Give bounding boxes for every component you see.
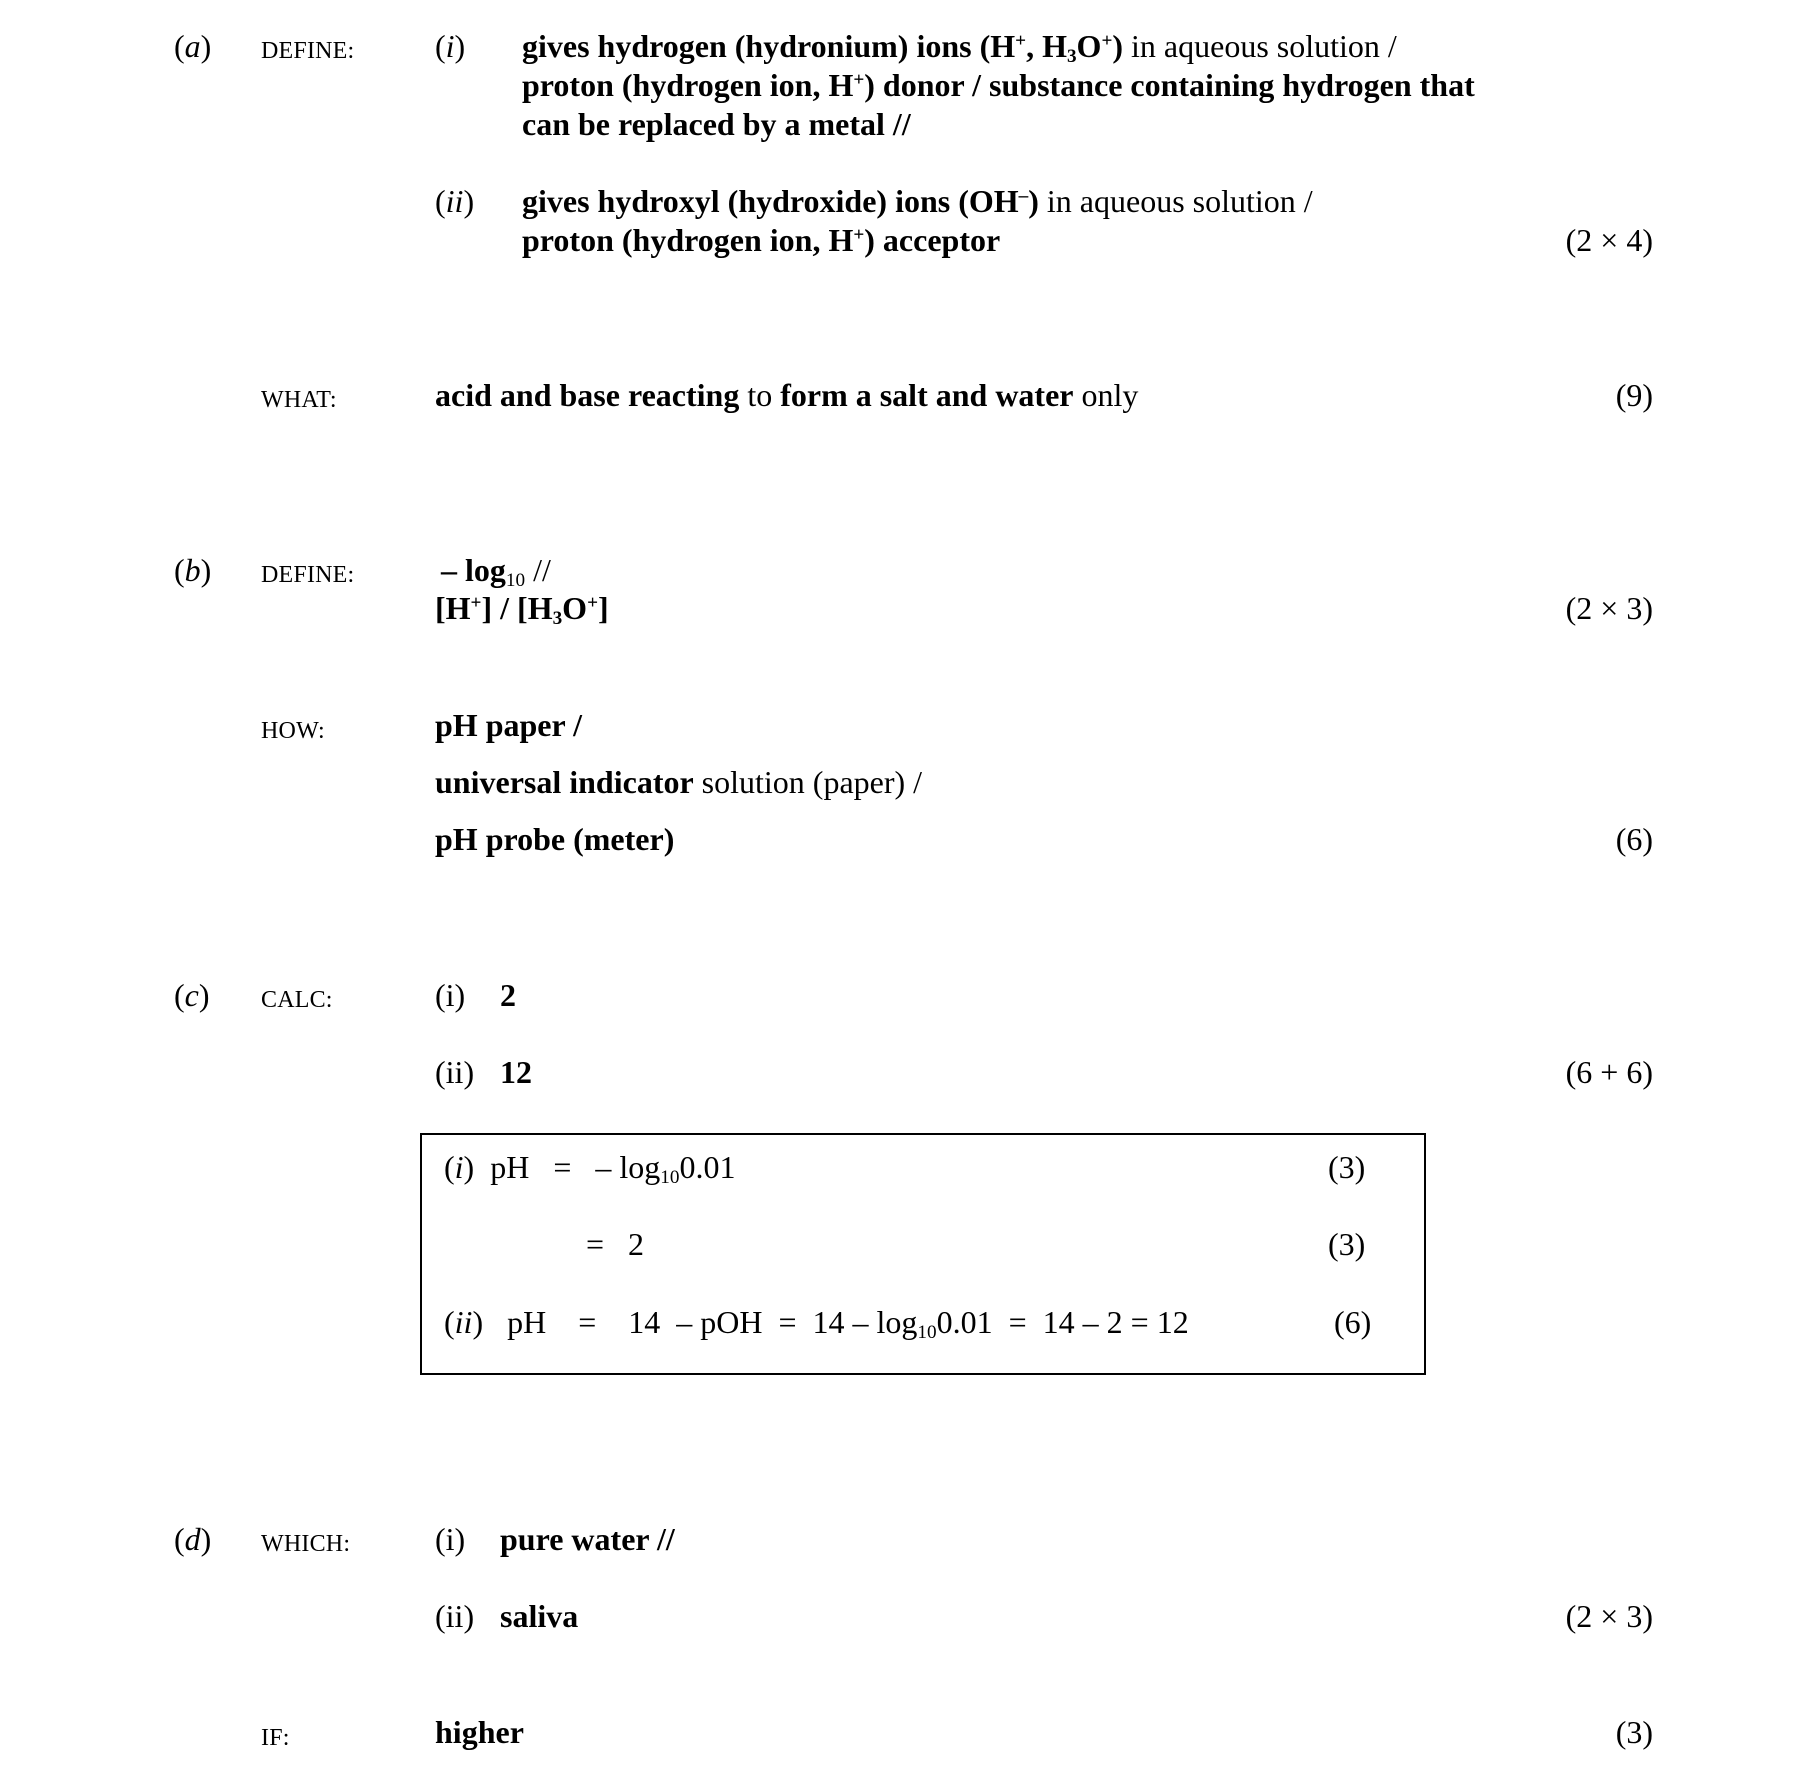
answer-b-define-line1: – $\log_{10}$ // <box>441 552 551 591</box>
marks-c-calc: (6 + 6) <box>1565 1054 1653 1090</box>
part-label-c: (c) <box>174 977 210 1013</box>
working-row-2-marks: (3) <box>1328 1226 1366 1262</box>
marks-b-how: (6) <box>1615 821 1653 857</box>
answer-a-i-line3: can be replaced by a metal // <box>522 106 911 142</box>
sub-index-d-ii: (ii) <box>435 1598 475 1634</box>
sub-index-c-ii: (ii) <box>435 1054 475 1090</box>
answer-d-ii: saliva <box>500 1598 579 1634</box>
answer-b-define-line2: $[H^+] / [H_3O^+]$ <box>435 590 609 629</box>
keyword-what: WHAT: <box>261 387 337 413</box>
part-label-d: (d) <box>174 1521 212 1557</box>
sub-index-a-ii: (ii) <box>435 183 475 219</box>
working-box <box>420 1133 1426 1375</box>
keyword-if: IF: <box>261 1725 290 1751</box>
marks-b-define: (2 × 3) <box>1565 590 1653 626</box>
answer-how-line2: universal indicator solution (paper) / <box>435 764 923 800</box>
answer-a-i-line2: proton (hydrogen ion, H+) donor / substance containing hydrogen that <box>522 67 1475 103</box>
marks-a-define: (2 × 4) <box>1565 222 1653 258</box>
answer-a-ii-line2: proton (hydrogen ion, H+) acceptor <box>522 222 1001 258</box>
part-label-a: (a) <box>174 28 212 64</box>
answer-how-line1: pH paper / <box>435 707 582 743</box>
answer-a-ii-line1: gives hydroxyl (hydroxide) ions (OH‒) in aqueous solution / <box>522 183 1313 219</box>
answer-c-i: 2 <box>500 977 516 1013</box>
working-row-1: (i) pH = – $\log_{10}0.01$ <box>444 1149 736 1188</box>
working-row-1-marks: (3) <box>1328 1149 1366 1185</box>
part-label-b: (b) <box>174 552 212 588</box>
answer-c-ii: 12 <box>500 1054 532 1090</box>
keyword-calc: CALC: <box>261 987 333 1013</box>
working-row-3: (ii) pH = 14 – pOH = $14 - \log_{10}0.01 = 14 - 2 = 12$ <box>444 1304 1189 1343</box>
working-row-3-marks: (6) <box>1334 1304 1372 1340</box>
answer-a-i-line1: gives hydrogen (hydronium) ions (H+, $H_3O^+$) in aqueous solution / <box>522 28 1397 67</box>
keyword-how: HOW: <box>261 718 325 744</box>
sub-index-c-i: (i) <box>435 977 466 1013</box>
keyword-which: WHICH: <box>261 1531 351 1557</box>
marks-a-what: (9) <box>1615 377 1653 413</box>
keyword-define-a: DEFINE: <box>261 38 355 64</box>
answer-if: higher <box>435 1714 524 1750</box>
working-row-2: = 2 <box>586 1226 645 1262</box>
marks-d-which: (2 × 3) <box>1565 1598 1653 1634</box>
answer-what: acid and base reacting to form a salt and water only <box>435 377 1139 413</box>
answer-how-line3: pH probe (meter) <box>435 821 675 857</box>
answer-d-i: pure water // <box>500 1521 675 1557</box>
keyword-define-b: DEFINE: <box>261 562 355 588</box>
sub-index-a-i: (i) <box>435 28 466 64</box>
sub-index-d-i: (i) <box>435 1521 466 1557</box>
marks-d-if: (3) <box>1615 1714 1653 1750</box>
